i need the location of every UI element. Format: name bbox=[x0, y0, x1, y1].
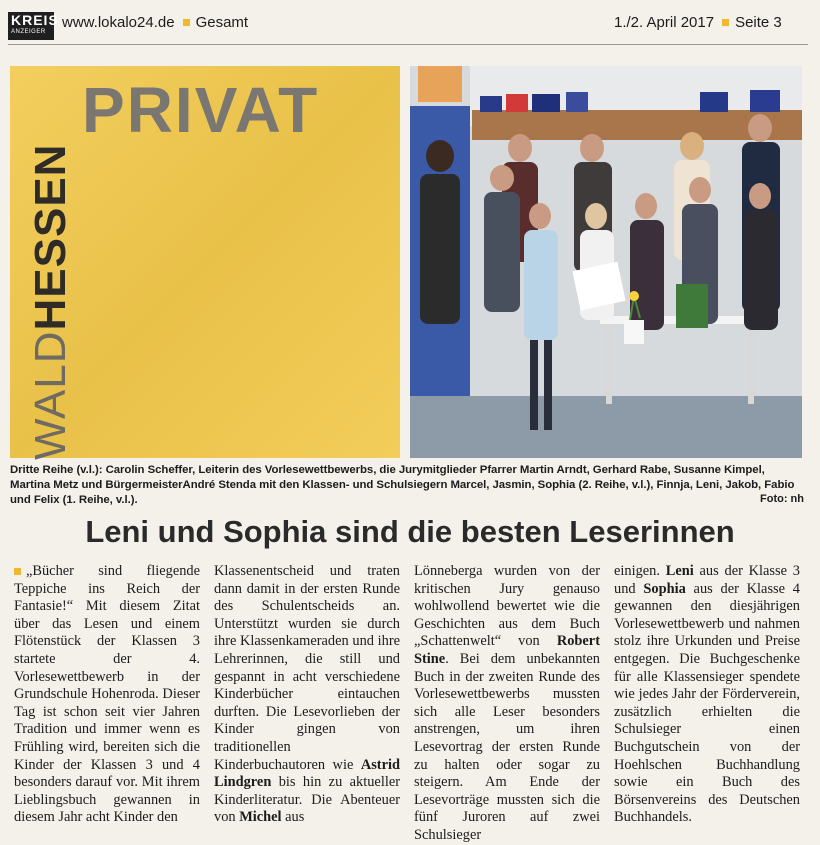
issue-date: 1./2. April 2017 bbox=[614, 14, 715, 31]
column-3-text-c: . Bei dem unbekannten Buch in der zweiten Runde des Vorlesewettbewerbs mussten sich alle Leser besonders anstrengen, um ihren Lesevortrag der ersten Runde zu halten oder sogar zu steigern. Am Ende der Lesevorträge mussten sich die fünf Juroren auf zwei Schulsieger bbox=[414, 650, 600, 843]
section-label: PRIVAT bbox=[82, 74, 320, 146]
page-header bbox=[0, 0, 820, 46]
region-light-text: WALD bbox=[26, 330, 75, 460]
column-4-text-a: einigen. bbox=[614, 563, 666, 579]
newspaper-logo bbox=[8, 12, 59, 40]
page-number: Seite 3 bbox=[735, 14, 782, 31]
photo-credit: Foto: nh bbox=[760, 493, 804, 505]
character-name-michel: Michel bbox=[239, 809, 282, 826]
winner-name-leni: Leni bbox=[665, 563, 694, 579]
logo-bottom-text: ANZEIGER bbox=[11, 29, 46, 35]
article-column-3 bbox=[414, 563, 600, 845]
author-name-lindgren: Astrid Lindgren bbox=[214, 756, 400, 791]
bullet-square-icon bbox=[722, 19, 729, 26]
section-text: Gesamt bbox=[195, 14, 249, 31]
bullet-square-icon bbox=[183, 19, 190, 26]
article-headline: Leni und Sophia sind die besten Leserinnen bbox=[85, 514, 735, 549]
group-photo-illustration bbox=[410, 66, 802, 458]
column-1-text: „Bücher sind fliegende Teppiche ins Reich der Fantasie!“ Mit diesem Zitat über das Lesen und einem Flötenstück der Klassen 3 startete der 4. Vorlesewettbewerb in der Grundschule Hohenroda. Dieser Tag ist schon seit vier Jahren Tradition und immer wenn es Frühling wird, bereiten sich die Kinder der Klassen 3 und 4 besonders darauf vor. Mit ihrem Lieblingsbuch gewannen in diesem Jahr acht Kinder den bbox=[14, 563, 200, 826]
article-column-1 bbox=[14, 563, 200, 827]
column-2-text-c: bis hin zu aktueller Kinderliteratur. Die Abenteuer von bbox=[214, 774, 400, 826]
column-4-text-e: aus der Klasse 4 gewannen den diesjährigen Vorlesewettbewerb und nahmen stolz ihre Urkunden und Preise entgegen. Die Buchgeschenke für alle Klassensieger spendete wie jedes Jahr der Förderverein, zusätzlich erhielten die Schulsieger einen Buchgutschein von der Hoehlschen Buchhandlung sowie ein Buch des Börsenvereins des Deutschen Buchhandels. bbox=[614, 580, 801, 826]
group-photo bbox=[410, 66, 802, 458]
region-label bbox=[26, 143, 75, 460]
header-date-line bbox=[614, 14, 782, 31]
article-start-square-icon bbox=[14, 568, 21, 575]
region-bold-text: HESSEN bbox=[26, 143, 75, 331]
column-4-text-c: aus der Klasse 3 und bbox=[614, 563, 800, 597]
header-site-line bbox=[62, 14, 248, 31]
article-column-4 bbox=[614, 563, 800, 827]
article-column-2 bbox=[214, 563, 400, 827]
column-3-text-a: Lönneberga wurden von der kritischen Jury genauso wohlwollend bewertet wie die Geschichten aus dem Buch „Schattenwelt“ von bbox=[414, 563, 600, 650]
author-name-stine: Robert Stine bbox=[414, 633, 600, 667]
winner-name-sophia: Sophia bbox=[643, 580, 686, 597]
column-2-text-e: aus bbox=[281, 809, 305, 826]
article-body bbox=[14, 563, 810, 843]
website-text: www.lokalo24.de bbox=[62, 14, 175, 31]
header-divider bbox=[8, 44, 808, 45]
logo-top-text: KREIS bbox=[11, 12, 59, 28]
photo-caption: Dritte Reihe (v.l.): Carolin Scheffer, Leiterin des Vorlesewettbewerbs, die Jurymitglieder Pfarrer Martin Arndt, Gerhard Rabe, Susanne Kimpel, Martina Metz und BürgermeisterAndré Stenda mit den Klassen- und Schulsiegern Marcel, Jasmin, Sophia (2. Reihe, v.l.), Finnja, Leni, Jakob, Fabio und Felix (1. Reihe, v.l.). bbox=[10, 464, 795, 506]
column-2-text-a: Klassenentscheid und traten dann damit in der ersten Runde des Schulentscheids an. Unterstützt wurden sie durch ihre Klassenkameraden und ihre Lehrerinnen, die still und gespannt in acht verschiedene Kinderbücher eintauchen durften. Die Lesevorlieben der Kinder gingen von traditionellen Kinderbuchautoren wie bbox=[214, 563, 400, 773]
